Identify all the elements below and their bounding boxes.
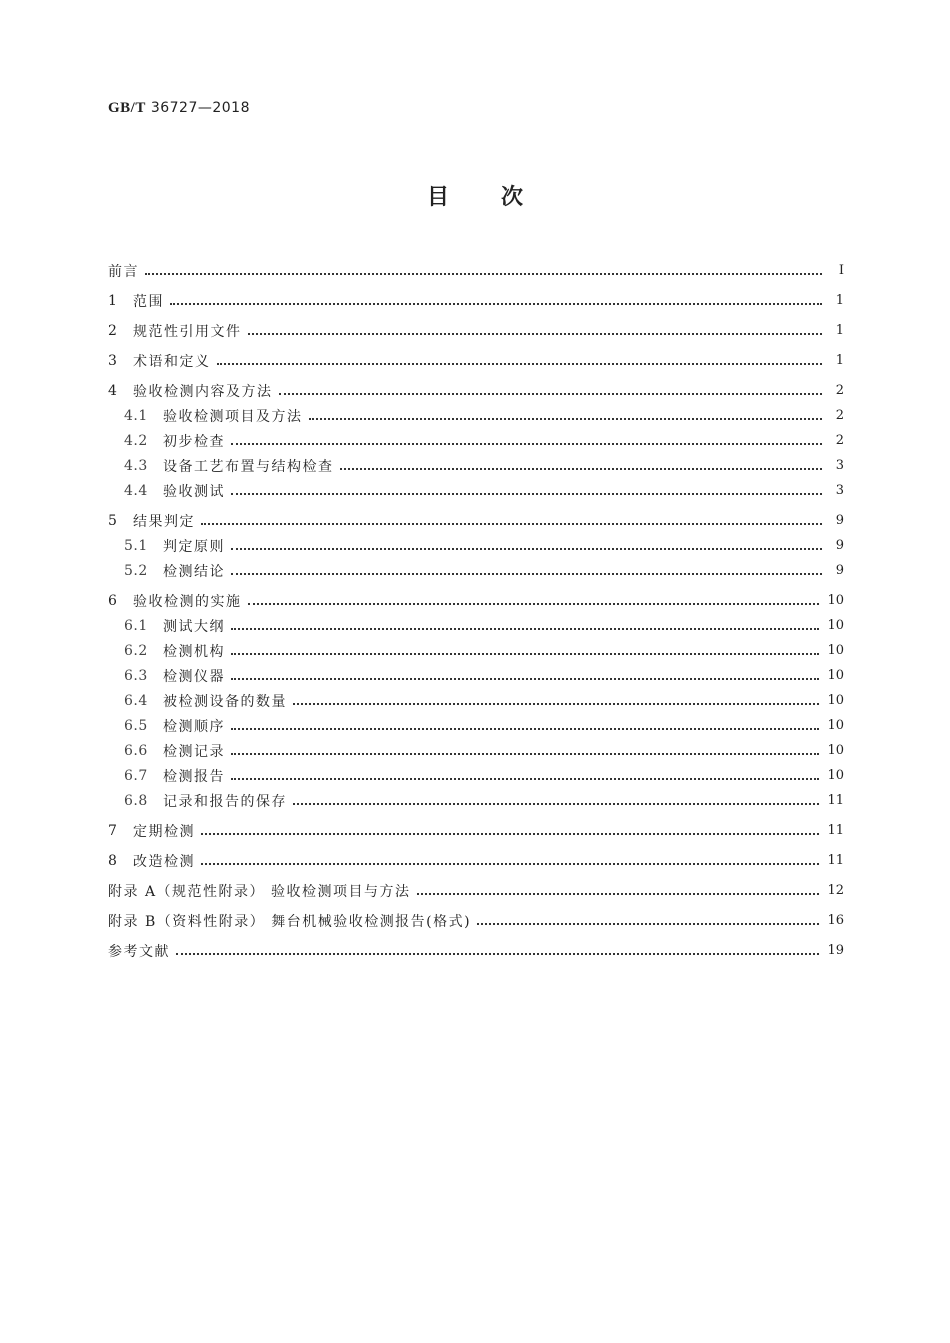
- toc-entry[interactable]: [108, 613, 844, 638]
- toc-entry[interactable]: [108, 878, 844, 903]
- leader-dots: [201, 833, 819, 835]
- toc-label: 验收检测的实施: [133, 593, 242, 610]
- toc-label: 附录 A（规范性附录） 验收检测项目与方法: [108, 883, 411, 900]
- toc-page-number: 10: [827, 693, 844, 708]
- toc-number: 4.3: [124, 457, 148, 474]
- table-of-contents: [108, 258, 844, 963]
- toc-number: 6.7: [124, 767, 148, 784]
- toc-label: 检测结论: [163, 563, 225, 580]
- standard-year: 36727—2018: [150, 100, 250, 116]
- toc-entry[interactable]: [108, 258, 844, 283]
- toc-entry[interactable]: [108, 453, 844, 478]
- toc-number: 8: [108, 852, 119, 869]
- toc-number: 4.2: [124, 432, 148, 449]
- standard-number: [108, 100, 250, 117]
- toc-entry[interactable]: [108, 478, 844, 503]
- toc-page-number: 1: [835, 353, 844, 368]
- page-title: [0, 180, 950, 211]
- toc-page-number: 11: [827, 853, 844, 868]
- toc-label: 检测机构: [163, 643, 225, 660]
- toc-entry[interactable]: [108, 348, 844, 373]
- toc-page-number: 10: [827, 618, 844, 633]
- leader-dots: [309, 418, 823, 420]
- toc-label: 检测仪器: [163, 668, 225, 685]
- toc-entry[interactable]: [108, 558, 844, 583]
- leader-dots: [293, 703, 819, 705]
- toc-label: 参考文献: [108, 943, 170, 960]
- toc-page-number: 16: [827, 913, 844, 928]
- toc-entry[interactable]: [108, 788, 844, 813]
- leader-dots: [201, 863, 819, 865]
- toc-number: 6.1: [124, 617, 148, 634]
- leader-dots: [248, 603, 820, 605]
- leader-dots: [231, 778, 819, 780]
- toc-page-number: Ⅰ: [838, 263, 844, 278]
- leader-dots: [231, 548, 822, 550]
- toc-number: 6.3: [124, 667, 148, 684]
- toc-page-number: 2: [835, 383, 844, 398]
- leader-dots: [176, 953, 819, 955]
- toc-entry[interactable]: [108, 713, 844, 738]
- toc-number: 2: [108, 322, 119, 339]
- leader-dots: [217, 363, 823, 365]
- toc-page-number: 10: [827, 643, 844, 658]
- toc-page-number: 2: [835, 408, 844, 423]
- toc-label: 检测顺序: [163, 718, 225, 735]
- toc-entry[interactable]: [108, 688, 844, 713]
- toc-label: 范围: [133, 293, 164, 310]
- leader-dots: [145, 273, 822, 275]
- toc-page-number: 9: [835, 563, 844, 578]
- toc-number: 5.2: [124, 562, 148, 579]
- leader-dots: [231, 678, 819, 680]
- toc-label: 前言: [108, 263, 139, 280]
- toc-page-number: 9: [835, 538, 844, 553]
- toc-number: 6.4: [124, 692, 148, 709]
- toc-label: 定期检测: [133, 823, 195, 840]
- leader-dots: [340, 468, 823, 470]
- leader-dots: [231, 493, 822, 495]
- leader-dots: [477, 923, 819, 925]
- toc-page-number: 10: [827, 668, 844, 683]
- toc-label: 验收检测项目及方法: [163, 408, 303, 425]
- toc-label: 附录 B（资料性附录） 舞台机械验收检测报告(格式): [108, 913, 472, 930]
- toc-label: 验收测试: [163, 483, 225, 500]
- leader-dots: [231, 573, 822, 575]
- toc-page-number: 11: [827, 793, 844, 808]
- leader-dots: [170, 303, 822, 305]
- toc-page-number: 2: [835, 433, 844, 448]
- leader-dots: [248, 333, 823, 335]
- leader-dots: [293, 803, 819, 805]
- toc-entry[interactable]: [108, 738, 844, 763]
- standard-code: GB/T: [108, 100, 146, 116]
- toc-number: 6.5: [124, 717, 148, 734]
- leader-dots: [231, 443, 822, 445]
- toc-entry[interactable]: [108, 378, 844, 403]
- toc-label: 设备工艺布置与结构检查: [163, 458, 334, 475]
- toc-entry[interactable]: [108, 508, 844, 533]
- toc-entry[interactable]: [108, 663, 844, 688]
- toc-label: 被检测设备的数量: [163, 693, 287, 710]
- toc-label: 初步检查: [163, 433, 225, 450]
- title-char: 次: [501, 185, 524, 210]
- toc-label: 检测报告: [163, 768, 225, 785]
- toc-label: 术语和定义: [133, 353, 211, 370]
- toc-label: 改造检测: [133, 853, 195, 870]
- toc-page-number: 12: [827, 883, 844, 898]
- toc-number: 6.6: [124, 742, 148, 759]
- toc-entry[interactable]: [108, 588, 844, 613]
- toc-label: 检测记录: [163, 743, 225, 760]
- toc-label: 测试大纲: [163, 618, 225, 635]
- leader-dots: [231, 753, 819, 755]
- toc-entry[interactable]: [108, 848, 844, 873]
- toc-number: 1: [108, 292, 119, 309]
- leader-dots: [231, 653, 819, 655]
- toc-page-number: 9: [835, 513, 844, 528]
- toc-page-number: 1: [835, 293, 844, 308]
- toc-page-number: 3: [835, 483, 844, 498]
- toc-entry[interactable]: [108, 318, 844, 343]
- toc-page-number: 19: [827, 943, 844, 958]
- toc-number: 3: [108, 352, 119, 369]
- toc-entry[interactable]: [108, 403, 844, 428]
- toc-number: 6: [108, 592, 119, 609]
- toc-number: 5: [108, 512, 119, 529]
- toc-number: 7: [108, 822, 119, 839]
- toc-number: 4.1: [124, 407, 148, 424]
- toc-entry[interactable]: [108, 428, 844, 453]
- title-char: 目: [426, 185, 449, 210]
- leader-dots: [231, 628, 819, 630]
- toc-number: 6.2: [124, 642, 148, 659]
- toc-entry[interactable]: [108, 818, 844, 843]
- toc-entry[interactable]: [108, 908, 844, 933]
- toc-page-number: 10: [827, 593, 844, 608]
- toc-page-number: 10: [827, 718, 844, 733]
- toc-page-number: 11: [827, 823, 844, 838]
- toc-page-number: 10: [827, 743, 844, 758]
- toc-number: 4: [108, 382, 119, 399]
- toc-number: 6.8: [124, 792, 148, 809]
- toc-page-number: 3: [835, 458, 844, 473]
- toc-entry[interactable]: [108, 638, 844, 663]
- leader-dots: [279, 393, 823, 395]
- toc-entry[interactable]: [108, 938, 844, 963]
- leader-dots: [201, 523, 822, 525]
- leader-dots: [417, 893, 820, 895]
- toc-label: 规范性引用文件: [133, 323, 242, 340]
- toc-entry[interactable]: [108, 533, 844, 558]
- leader-dots: [231, 728, 819, 730]
- toc-entry[interactable]: [108, 763, 844, 788]
- toc-number: 4.4: [124, 482, 148, 499]
- toc-page-number: 1: [835, 323, 844, 338]
- toc-label: 验收检测内容及方法: [133, 383, 273, 400]
- toc-label: 判定原则: [163, 538, 225, 555]
- toc-label: 结果判定: [133, 513, 195, 530]
- toc-label: 记录和报告的保存: [163, 793, 287, 810]
- toc-number: 5.1: [124, 537, 148, 554]
- toc-entry[interactable]: [108, 288, 844, 313]
- toc-page-number: 10: [827, 768, 844, 783]
